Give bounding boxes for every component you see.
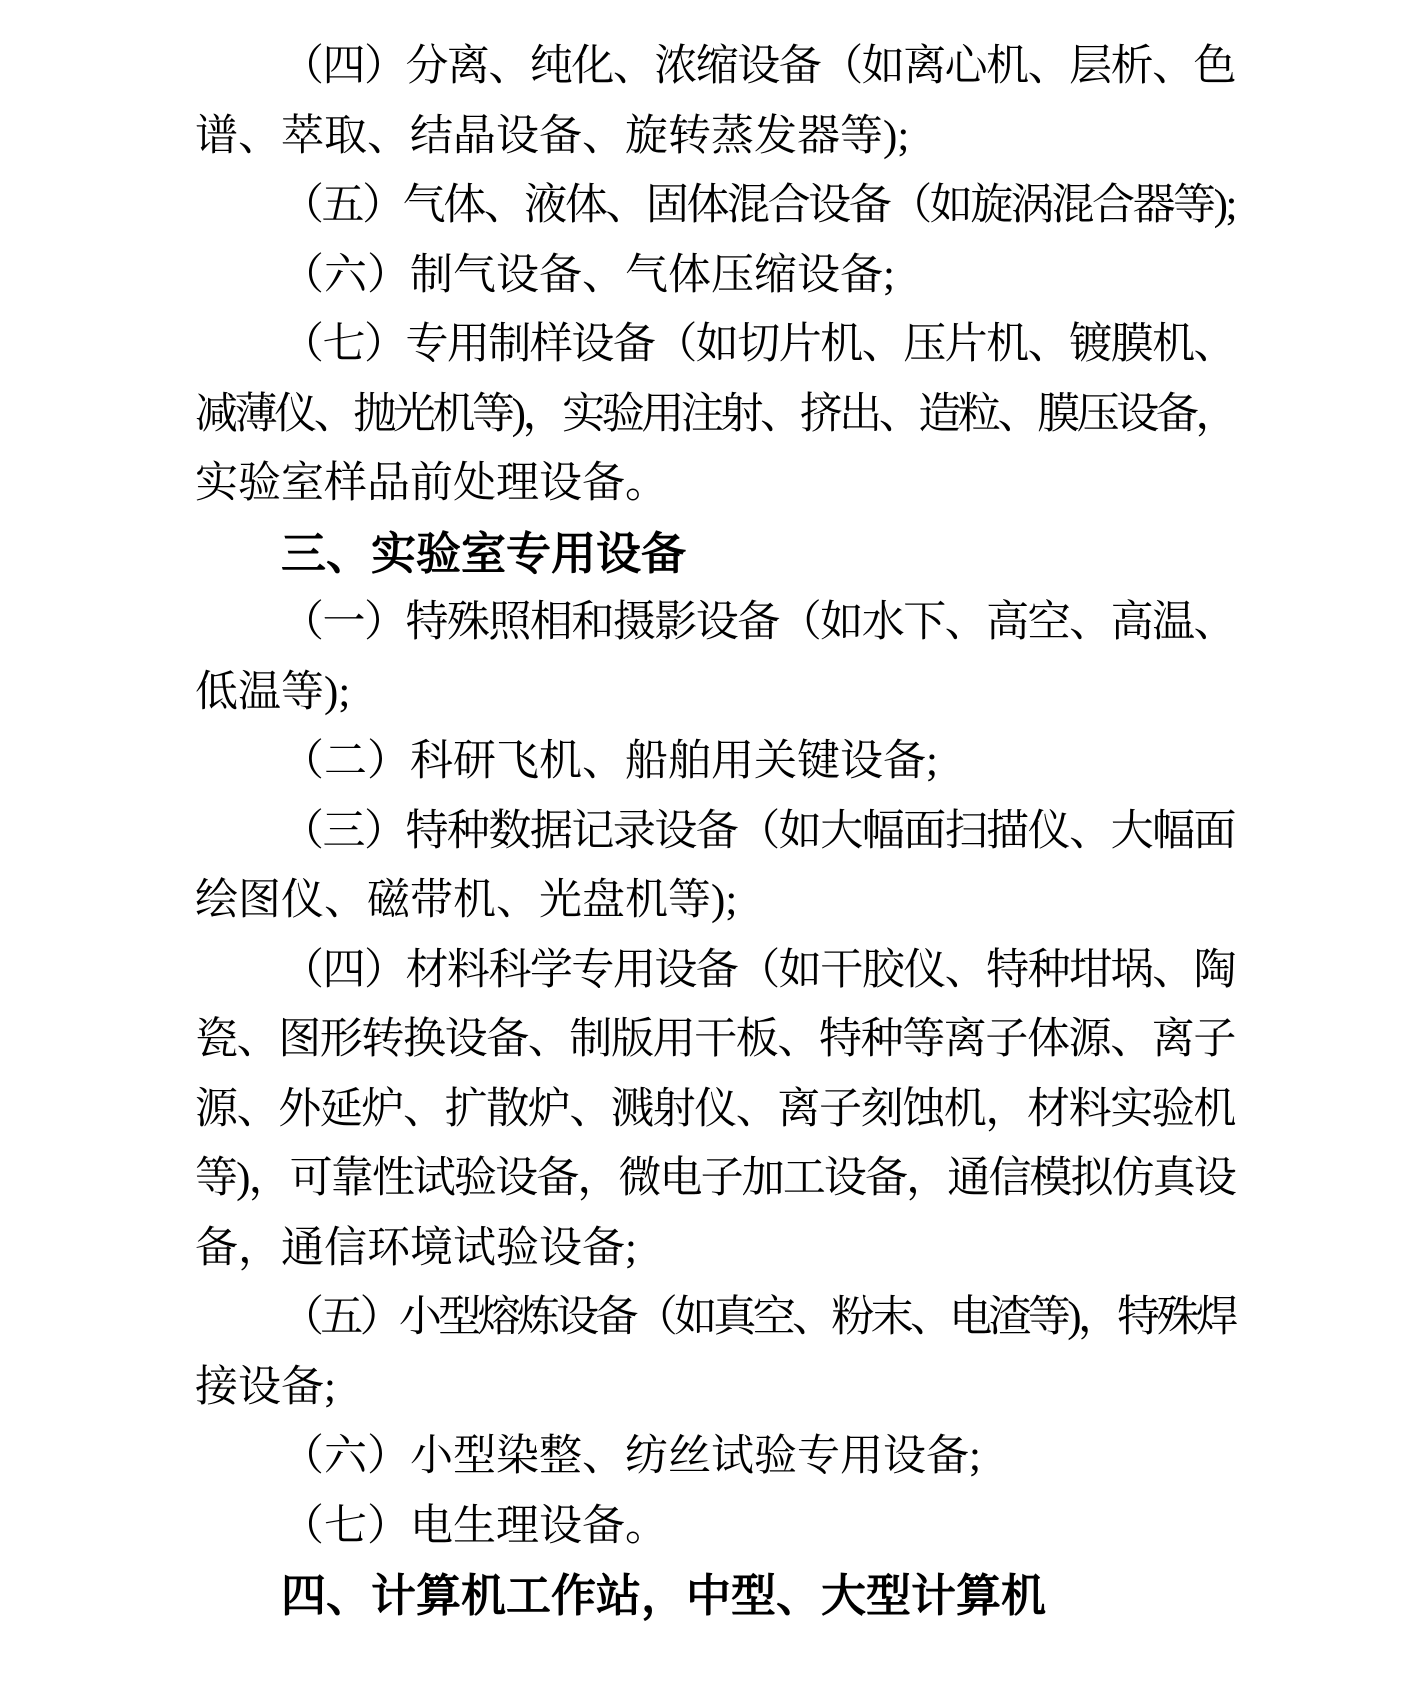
text-run: 接设备; bbox=[195, 1363, 336, 1411]
text-run: （三）特种数据记录设备（如大幅面扫描仪、大幅面 bbox=[281, 807, 1236, 855]
section-heading bbox=[195, 519, 1235, 589]
text-line bbox=[195, 866, 1235, 936]
text-line bbox=[195, 1422, 1235, 1492]
text-line bbox=[195, 1283, 1235, 1353]
text-line bbox=[195, 588, 1235, 658]
text-run: 绘图仪、磁带机、光盘机等); bbox=[195, 877, 738, 924]
text-run: 三、实验室专用设备 bbox=[281, 527, 687, 579]
text-run: 等)，可靠性试验设备，微电子加工设备，通信模拟仿真设 bbox=[195, 1155, 1235, 1202]
text-run: （七）电生理设备。 bbox=[281, 1502, 668, 1550]
text-run: 四、计算机工作站，中型、大型计算机 bbox=[281, 1570, 1047, 1621]
text-line bbox=[195, 1005, 1235, 1075]
text-run: （五）小型熔炼设备（如真空、粉末、电渣等)，特殊焊 bbox=[281, 1294, 1236, 1341]
text-line bbox=[195, 1214, 1235, 1284]
text-run: （一）特殊照相和摄影设备（如水下、高空、高温、 bbox=[281, 599, 1236, 646]
section-heading bbox=[195, 1561, 1235, 1631]
text-run: （四）分离、纯化、浓缩设备（如离心机、层析、色 bbox=[281, 43, 1236, 90]
text-line bbox=[195, 727, 1235, 797]
text-line bbox=[195, 171, 1235, 241]
text-line bbox=[195, 380, 1235, 450]
text-run: （二）科研飞机、船舶用关键设备; bbox=[281, 738, 938, 785]
text-run: 备，通信环境试验设备; bbox=[195, 1224, 637, 1272]
text-line bbox=[195, 658, 1235, 728]
text-line bbox=[195, 1353, 1235, 1423]
text-run: （六）制气设备、气体压缩设备; bbox=[281, 251, 895, 299]
text-line bbox=[195, 102, 1235, 172]
text-line bbox=[195, 449, 1235, 519]
text-run: （六）小型染整、纺丝试验专用设备; bbox=[281, 1433, 981, 1480]
text-run: 低温等); bbox=[195, 668, 351, 716]
text-line bbox=[195, 310, 1235, 380]
text-line bbox=[195, 241, 1235, 311]
text-run: 源、外延炉、扩散炉、溅射仪、离子刻蚀机，材料实验机 bbox=[195, 1085, 1235, 1133]
text-line bbox=[195, 1075, 1235, 1145]
text-run: （五）气体、液体、固体混合设备（如旋涡混合器等); bbox=[281, 182, 1236, 229]
text-line bbox=[195, 1144, 1235, 1214]
text-line bbox=[195, 32, 1235, 102]
text-run: （四）材料科学专用设备（如干胶仪、特种坩埚、陶 bbox=[281, 946, 1236, 994]
text-line bbox=[195, 1492, 1235, 1562]
document-content bbox=[195, 32, 1235, 1631]
text-run: （七）专用制样设备（如切片机、压片机、镀膜机、 bbox=[281, 321, 1236, 368]
text-run: 瓷、图形转换设备、制版用干板、特种等离子体源、离子 bbox=[195, 1016, 1235, 1063]
text-run: 谱、萃取、结晶设备、旋转蒸发器等); bbox=[195, 112, 910, 160]
text-line bbox=[195, 797, 1235, 867]
text-line bbox=[195, 936, 1235, 1006]
text-run: 实验室样品前处理设备。 bbox=[195, 460, 668, 507]
text-run: 减薄仪、抛光机等)，实验用注射、挤出、造粒、膜压设备， bbox=[195, 390, 1235, 438]
